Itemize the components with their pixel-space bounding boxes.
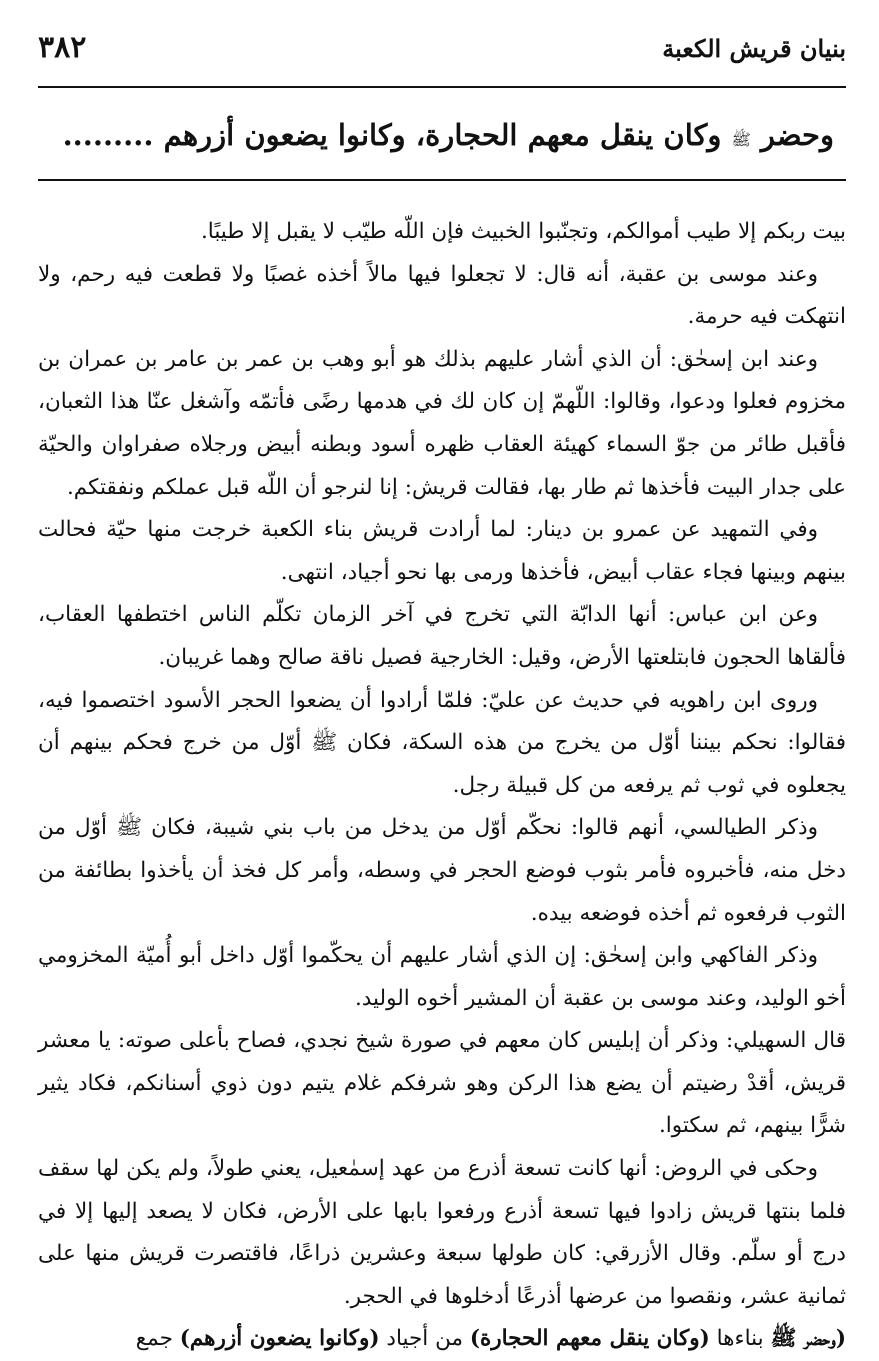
paragraph-4: وفي التمهيد عن عمرو بن دينار: لما أرادت قريش بناء الكعبة خرجت منها حيّة فحالت بينهم وبينها فجاء عقاب أبيض، فأخذها ورمى بها نحو أجياد، انتهى.: [38, 517, 846, 585]
quoted-matn-2: (وكان ينقل معهم الحجارة): [469, 1326, 710, 1352]
verse-part-1: وحضر: [760, 118, 834, 152]
paragraph-1: بيت ربكم إلا طيب أموالكم، وتجنّبوا الخبيث فإن اللّه طيّب لا يقبل إلا طيبًا.: [200, 219, 846, 244]
commentary-body: [38, 211, 846, 1361]
paragraph-2: وعند موسى بن عقبة، أنه قال: لا تجعلوا فيها مالاً أخذه غصبًا ولا قطعت فيه رحم، ولا انتهكت فيه حرمة.: [38, 261, 846, 330]
last-line: [38, 1318, 846, 1361]
last-line-text-2: من أجياد: [379, 1326, 470, 1352]
salawat-seal: ﷺ: [731, 130, 751, 149]
verse-part-2: وكان ينقل معهم الحجارة، وكانوا يضعون أزرهم: [163, 118, 722, 152]
last-line-text-3: جمع: [135, 1326, 180, 1352]
paragraph-9: قال السهيلي: وذكر أن إبليس كان معهم في صورة شيخ نجدي، فصاح بأعلى صوته: يا معشر قريش، أقدْ رضيتم أن يضع هذا الركن وهو شرفكم غلام يتيم دون ذوي أسنانكم، فكاد يثير شرًّا بينهم، ثم سكتوا.: [38, 1028, 846, 1139]
book-page: [38, 30, 846, 1361]
verse-dots: .........: [62, 118, 154, 152]
quoted-matn-1: (وحضر ﷺ: [770, 1326, 846, 1352]
page-header: [38, 30, 846, 80]
page-number: ٣٨٢: [38, 30, 87, 65]
running-title: بنيان قريش الكعبة: [662, 34, 846, 63]
verse-rule: [38, 179, 846, 181]
matn-verse: [38, 88, 846, 173]
last-line-text-1: بناءها: [709, 1326, 771, 1352]
paragraph-8: وذكر الفاكهي وابن إسحٰق: إن الذي أشار عليهم أن يحكّموا أوّل داخل أبو أُميّة المخزومي أخو الوليد، وعند موسى بن عقبة أن المشير أخوه الوليد.: [38, 943, 846, 1011]
quoted-matn-3: (وكانوا يضعون أزرهم): [179, 1326, 380, 1352]
paragraph-5: وعن ابن عباس: أنها الدابّة التي تخرج في آخر الزمان تكلّم الناس اختطفها العقاب، فألقاها الحجون فابتلعتها الأرض، وقيل: الخارجية فصيل ناقة صالح وهما غريبان.: [38, 602, 846, 670]
paragraph-6: وروى ابن راهويه في حديث عن عليّ: فلمّا أرادوا أن يضعوا الحجر الأسود اختصموا فيه، فقالوا: نحكم بيننا أوّل من يخرج من هذه السكة، فكان ﷺ أوّل من خرج فحكم بينهم أن يجعلوه في ثوب ثم يرفعه من كل قبيلة رجل.: [38, 687, 846, 798]
paragraph-3: وعند ابن إسحٰق: أن الذي أشار عليهم بذلك هو أبو وهب بن عمر بن عامر بن عمران بن مخزوم فعلوا ودعوا، وقالوا: اللّهمّ إن كان لك في هدمها رضًى فأتمّه وآشغل عنّا هذا الثعبان، فأقبل طائر من جوّ السماء كهيئة العقاب ظهره أسود وبطنه أبيض ورجلاه صفراوان والحيّة على جدار البيت فأخذها ثم طار بها، فقالت قريش: إنا لنرجو أن اللّه قبل عملكم ونفقتكم.: [38, 346, 846, 500]
paragraph-10: وحكى في الروض: أنها كانت تسعة أذرع من عهد إسمٰعيل، يعني طولاً، ولم يكن لها سقف فلما بنتها قريش زادوا فيها تسعة أذرع ورفعوا بابها على الأرض، فكان لا يصعد إليها إلا في درج أو سلّم. وقال الأزرقي: كان طولها سبعة وعشرين ذراعًا، فاقتصرت قريش منها على ثمانية عشر، ونقصوا من عرضها أذرعًا أدخلوها في الحجر.: [38, 1156, 846, 1309]
paragraph-7: وذكر الطيالسي، أنهم قالوا: نحكّم أوّل من يدخل من باب بني شيبة، فكان ﷺ أوّل من دخل منه، فأخبروه فأمر بثوب فوضع الحجر في وسطه، وأمر كل فخذ أن يأخذوا بطائفة من الثوب فرفعوه ثم أخذه فوضعه بيده.: [38, 815, 846, 926]
